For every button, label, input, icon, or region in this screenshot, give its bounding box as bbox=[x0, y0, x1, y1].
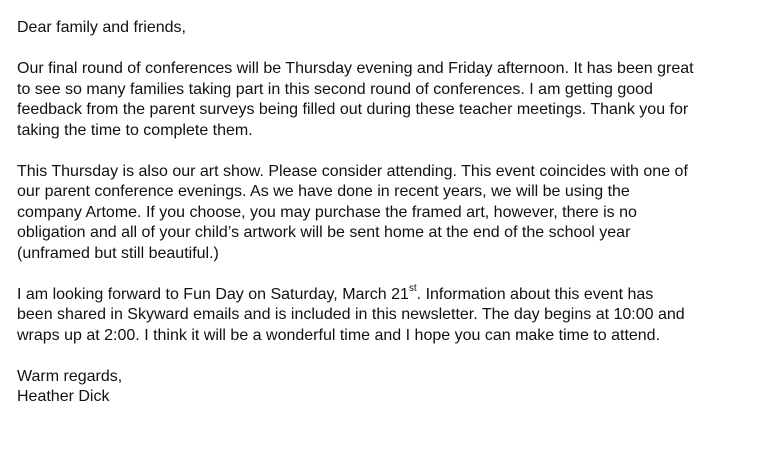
paragraph-line bbox=[17, 285, 762, 306]
paragraph-line: This Thursday is also our art show. Please consider attending. This event coincides with one of bbox=[17, 162, 688, 180]
paragraph-line: to see so many families taking part in this second round of conferences. I am getting good bbox=[17, 80, 653, 98]
paragraph-spacer bbox=[17, 346, 762, 367]
salutation: Dear family and friends, bbox=[17, 19, 186, 36]
closing: Warm regards, bbox=[17, 367, 123, 385]
paragraph-art-show bbox=[17, 162, 762, 265]
paragraph-line: company Artome. If you choose, you may purchase the framed art, however, there is no bbox=[17, 203, 637, 221]
paragraph-line: been shared in Skyward emails and is included in this newsletter. The day begins at 10:00 and bbox=[17, 306, 685, 323]
ordinal-suffix: st bbox=[408, 283, 417, 295]
paragraph-line: our parent conference evenings. As we have done in recent years, we will be using the bbox=[17, 183, 630, 200]
paragraph-line-text: I am looking forward to Fun Day on Saturday, March 21 bbox=[17, 285, 409, 303]
paragraph-fun-day bbox=[17, 285, 762, 347]
paragraph-spacer bbox=[17, 141, 762, 162]
paragraph-line: Our final round of conferences will be Thursday evening and Friday afternoon. It has been great bbox=[17, 60, 694, 77]
paragraph-spacer bbox=[17, 264, 762, 285]
paragraph-line-text: . Information about this event has bbox=[416, 285, 654, 303]
paragraph-spacer bbox=[17, 39, 762, 60]
paragraph-line: wraps up at 2:00. I think it will be a wonderful time and I hope you can make time to attend. bbox=[17, 326, 661, 344]
paragraph-line: feedback from the parent surveys being filled out during these teacher meetings. Thank you for bbox=[17, 101, 689, 118]
letter-body bbox=[17, 18, 762, 408]
paragraph-line: (unframed but still beautiful.) bbox=[17, 244, 219, 262]
signature: Heather Dick bbox=[17, 388, 110, 405]
paragraph-line: obligation and all of your child’s artwork will be sent home at the end of the school year bbox=[17, 224, 631, 241]
paragraph-conferences bbox=[17, 59, 762, 141]
paragraph-line: taking the time to complete them. bbox=[17, 121, 253, 139]
